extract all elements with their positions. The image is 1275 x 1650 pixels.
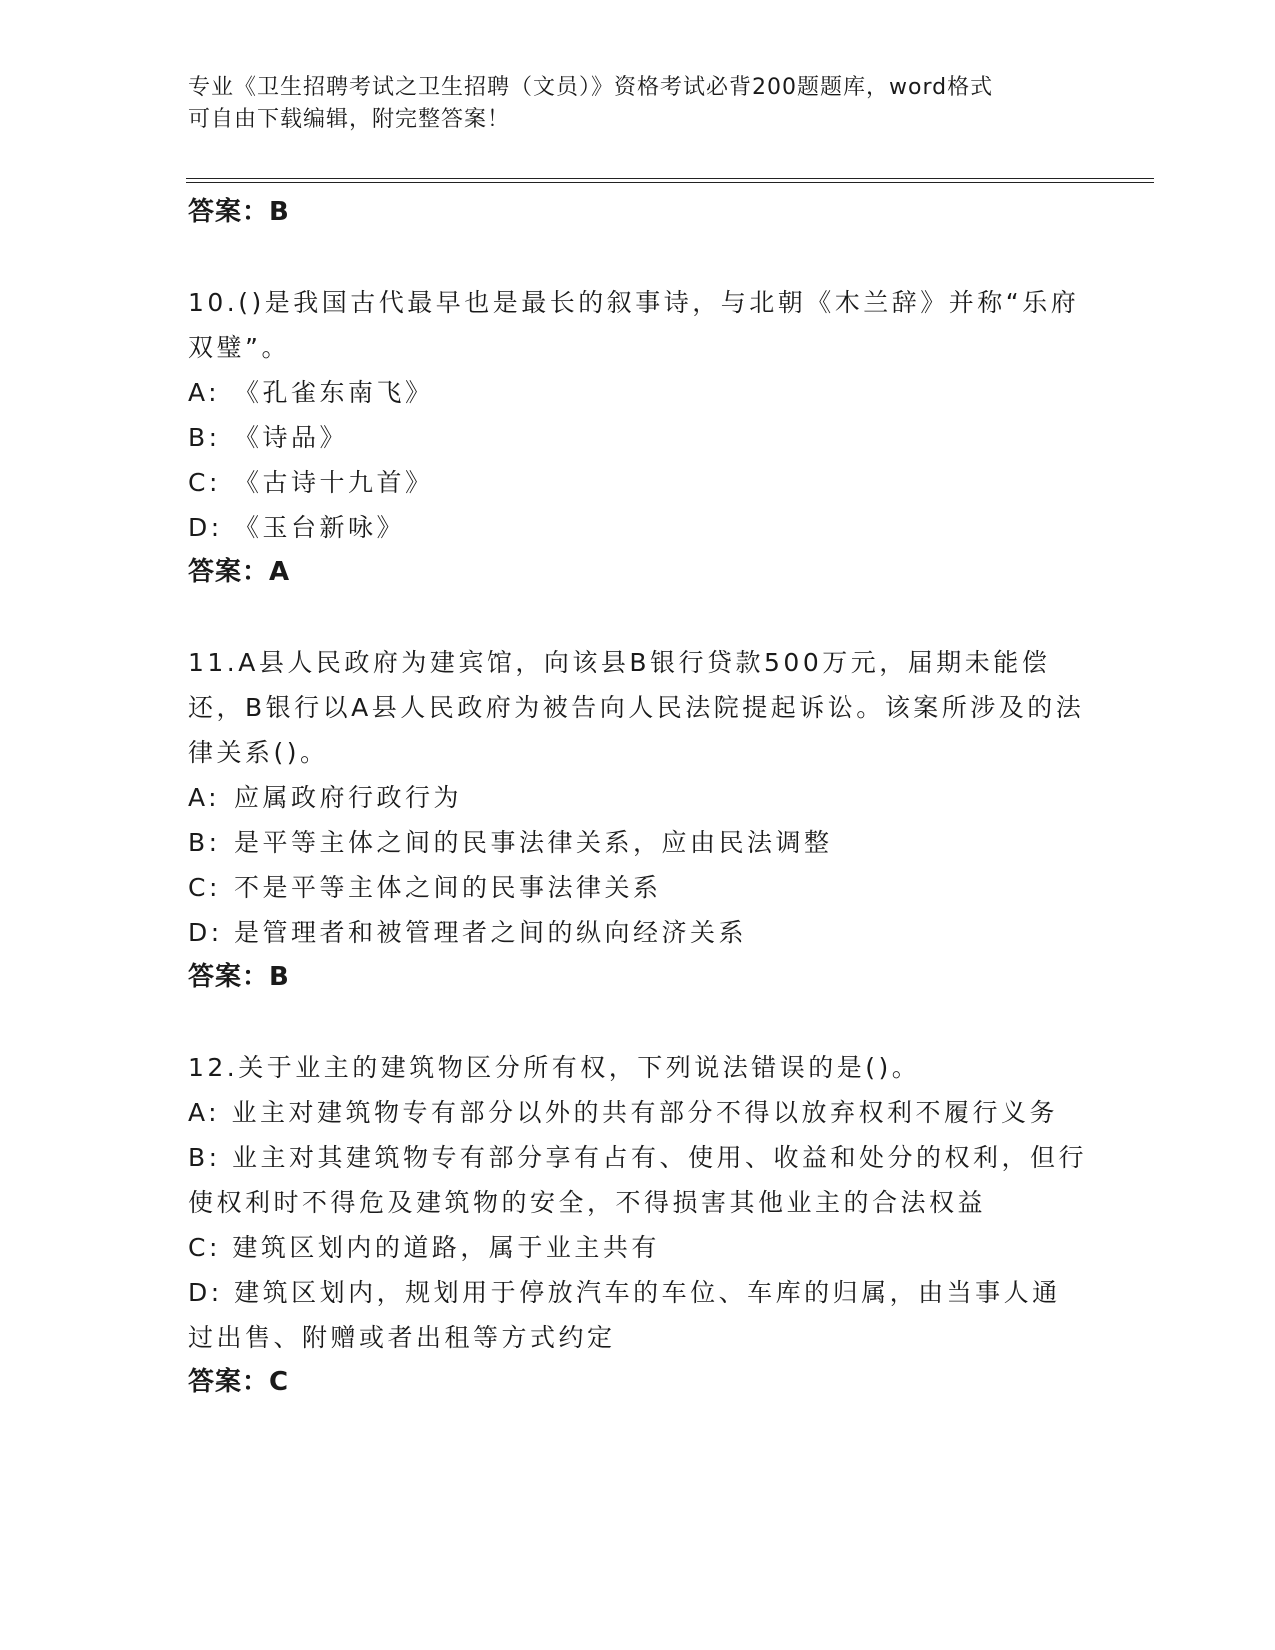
question-text: 12.关于业主的建筑物区分所有权，下列说法错误的是()。	[188, 1053, 921, 1082]
option-c	[188, 1225, 1088, 1270]
answer-label: 答案：B	[188, 962, 290, 992]
option-text: 应属政府行政行为	[234, 783, 463, 812]
answer-label: 答案：A	[188, 557, 291, 587]
option-text: 业主对建筑物专有部分以外的共有部分不得以放弃权利不履行义务	[231, 1098, 1059, 1127]
option-d	[188, 505, 1088, 550]
header-line-2: 可自由下载编辑，附完整答案！	[188, 107, 511, 132]
option-key: D:	[188, 513, 223, 542]
option-text: 业主对其建筑物专有部分享有占有、使用、收益和处分的权利，但行使权利时不得危及建筑物的安全，不得损害其他业主的合法权益	[188, 1143, 1088, 1217]
option-text: 建筑区划内的道路，属于业主共有	[232, 1233, 660, 1262]
option-text: 建筑区划内，规划用于停放汽车的车位、车库的归属，由当事人通过出售、附赠或者出租等方式约定	[188, 1278, 1061, 1352]
header-rule-top	[186, 178, 1154, 179]
option-key: B:	[188, 828, 221, 857]
option-text: 《诗品》	[234, 423, 349, 452]
question-block	[188, 640, 1088, 999]
option-key: B:	[188, 1143, 221, 1172]
option-a	[188, 775, 1088, 820]
option-key: C:	[188, 1233, 221, 1262]
question-block	[188, 280, 1088, 594]
option-text: 《孔雀东南飞》	[234, 378, 434, 407]
header-rule-bottom	[186, 182, 1154, 183]
document-header	[188, 72, 1068, 136]
option-b	[188, 820, 1088, 865]
question-block	[188, 1045, 1088, 1404]
option-b	[188, 415, 1088, 460]
option-text: 是平等主体之间的民事法律关系，应由民法调整	[234, 828, 833, 857]
option-d	[188, 910, 1088, 955]
question-list	[188, 190, 1088, 1404]
option-key: B:	[188, 423, 221, 452]
answer-label: 答案：B	[188, 197, 290, 227]
option-a	[188, 370, 1088, 415]
option-d	[188, 1270, 1088, 1360]
option-key: A:	[188, 378, 221, 407]
header-line-1: 专业《卫生招聘考试之卫生招聘（文员）》资格考试必背200题题库，word格式	[188, 75, 994, 100]
option-text: 不是平等主体之间的民事法律关系	[234, 873, 662, 902]
option-key: A:	[188, 1098, 221, 1127]
question-text: 11.A县人民政府为建宾馆，向该县B银行贷款500万元，届期未能偿还，B银行以A县人民政府为被告向人民法院提起诉讼。该案所涉及的法律关系()。	[188, 648, 1085, 767]
option-key: C:	[188, 468, 221, 497]
option-a	[188, 1090, 1088, 1135]
option-c	[188, 460, 1088, 505]
option-text: 是管理者和被管理者之间的纵向经济关系	[234, 918, 748, 947]
option-key: C:	[188, 873, 221, 902]
option-key: D:	[188, 918, 223, 947]
option-key: A:	[188, 783, 221, 812]
answer-label: 答案：C	[188, 1367, 290, 1397]
option-b	[188, 1135, 1088, 1225]
option-c	[188, 865, 1088, 910]
question-text: 10.()是我国古代最早也是最长的叙事诗，与北朝《木兰辞》并称“乐府双璧”。	[188, 288, 1080, 362]
option-text: 《玉台新咏》	[234, 513, 406, 542]
option-key: D:	[188, 1278, 223, 1307]
option-text: 《古诗十九首》	[234, 468, 434, 497]
